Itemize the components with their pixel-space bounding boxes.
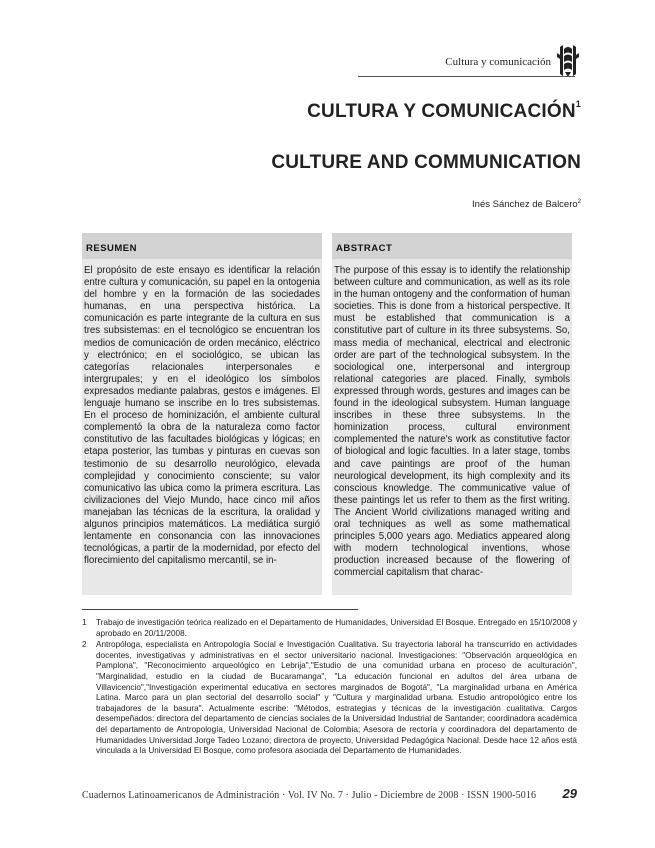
article-title: CULTURA Y COMUNICACIÓN$^1$ [307,99,581,122]
footnote-rule [82,609,358,610]
journal-footer: Cuadernos Latinoamericanos de Administración · Vol. IV No. 7 · Julio - Diciembre de 2008 · ISSN 1900-5016 [82,790,537,801]
author-line: Inés Sánchez de Balcero$^2$ [472,199,581,211]
page-number: 29 [562,786,577,801]
university-seal-icon [557,43,579,79]
title-footnote-mark: 1 [575,99,581,109]
footnote-number: 1 [82,618,87,627]
footnote-text: Antropóloga, especialista en Antropología Social e Investigación Cualitativa. Su trayectoria laboral ha transcurrido en actividades docentes, investigativas y administrativas en el sector universitario nacional. Investigaciones: "Observación arqueológica en Pamplona", "Reconocimiento arqueológico en Lebrija","Estudio de una comunidad urbana en proceso de aculturación", "Marginalidad, estudio en la ciudad de Bucaramanga", "La educación funcional en adultos del área urbana de Villavicencio","Investigación experimental educativa en sectores marginados de Bogotá", "La marginalidad urbana en América Latina. Marco para un plan sectorial del desarrollo social" y "Cultura y marginalidad urbana. Estudio antropológico entre los trabajadores de la basura". Actualmente escribe: "Métodos, estrategias y técnicas de la investigación cualitativa. Cargos desempeñados: directora del departamento de ciencias sociales de la Universidad Industrial de Santander; coordinadora académica del departamento de Antropología, Universidad Nacional de Colombia; Asesora de rectoría y coordinadora del departamento de Humanidades Universidad Jorge Tadeo Lozano; directora de proyecto, Universidad Pedagógica Nacional. Desde hace 12 años está vinculada a la Universidad El Bosque, como profesora asociada del Departamento de Humanidades. [96,640,577,756]
header-rule [358,76,575,77]
author-footnote-mark: 2 [577,199,581,205]
resumen-text: El propósito de este ensayo es identificar la relación entre cultura y comunicación, su papel en la ontogenia del hombre y en la formación de las sociedades humanas, en una perspectiva histórica. La comunicación es parte integrante de la cultura en sus tres subsistemas: en el tecnológico se encuentran los medios de comunicación de orden mecánico, eléctrico y electrónico; en el sociológico, se ubican las categorías relacionales interpersonales e intergrupales; y en el ideológico los símbolos expresados mediante palabras, gestos e imágenes. El lenguaje humano se inscribe en lo tres subsistemas. En el proceso de hominización, el ambiente cultural complementó la obra de la naturaleza como factor constitutivo de las facultades biológicas y lógicas; en etapa posterior, las tumbas y pinturas en cuevas son testimonio de su desarrollo neurológico, elevada complejidad y conocimiento consciente; su valor comunicativo las ubica como la primera escritura. Las civilizaciones del Viejo Mundo, hace cinco mil años manejaban las técnicas de la escritura, la oralidad y algunos principios matemáticos. La mediática surgió lentamente en consonancia con las innovaciones tecnológicas, a partir de la modernidad, por efecto del florecimiento del capitalismo mercantil, se in- [84,265,320,567]
resumen-column [82,233,322,595]
running-title: Cultura y comunicación [445,56,551,68]
footnotes [82,618,577,758]
resumen-heading: RESUMEN [82,233,322,259]
footnote [82,640,577,757]
article-title-english: CULTURE AND COMMUNICATION [271,152,581,173]
footnote-number: 2 [82,640,87,650]
abstract-heading: ABSTRACT [332,233,572,259]
abstract-column [332,233,572,595]
abstract-text: The purpose of this essay is to identify the relationship between culture and communication, as well as its role in the human ontogeny and the conformation of human societies. This is done from a historical perspective. It must be established that communication is a constitutive part of culture in its three subsystems. So, mass media of mechanical, electrical and electronic order are part of the technological subsystem. In the sociological one, interpersonal and intergroup relational categories are placed. Finally, symbols expressed through words, gestures and images can be found in the ideological subsystem. Human language inscribes in these three subsystems. In the hominization process, cultural environment complemented the nature's work as constitutive factor of biological and logic faculties. In a later stage, tombs and cave paintings are proof of the human neurological development, its high complexity and its conscious knowledge. The communicative value of these paintings let us refer to them as the first writing. The Ancient World civilizations managed writing and oral techniques as well as some mathematical principles 5,000 years ago. Mediatics appeared along with modern technological inventions, whose production increased because of the flowering of commercial capitalism that charac- [334,265,570,579]
footnote-text: Trabajo de investigación teórica realizado en el Departamento de Humanidades, Universidad El Bosque. Entregado en 15/10/2008 y aprobado en 20/11/2008. [96,618,577,638]
footnote [82,618,577,639]
